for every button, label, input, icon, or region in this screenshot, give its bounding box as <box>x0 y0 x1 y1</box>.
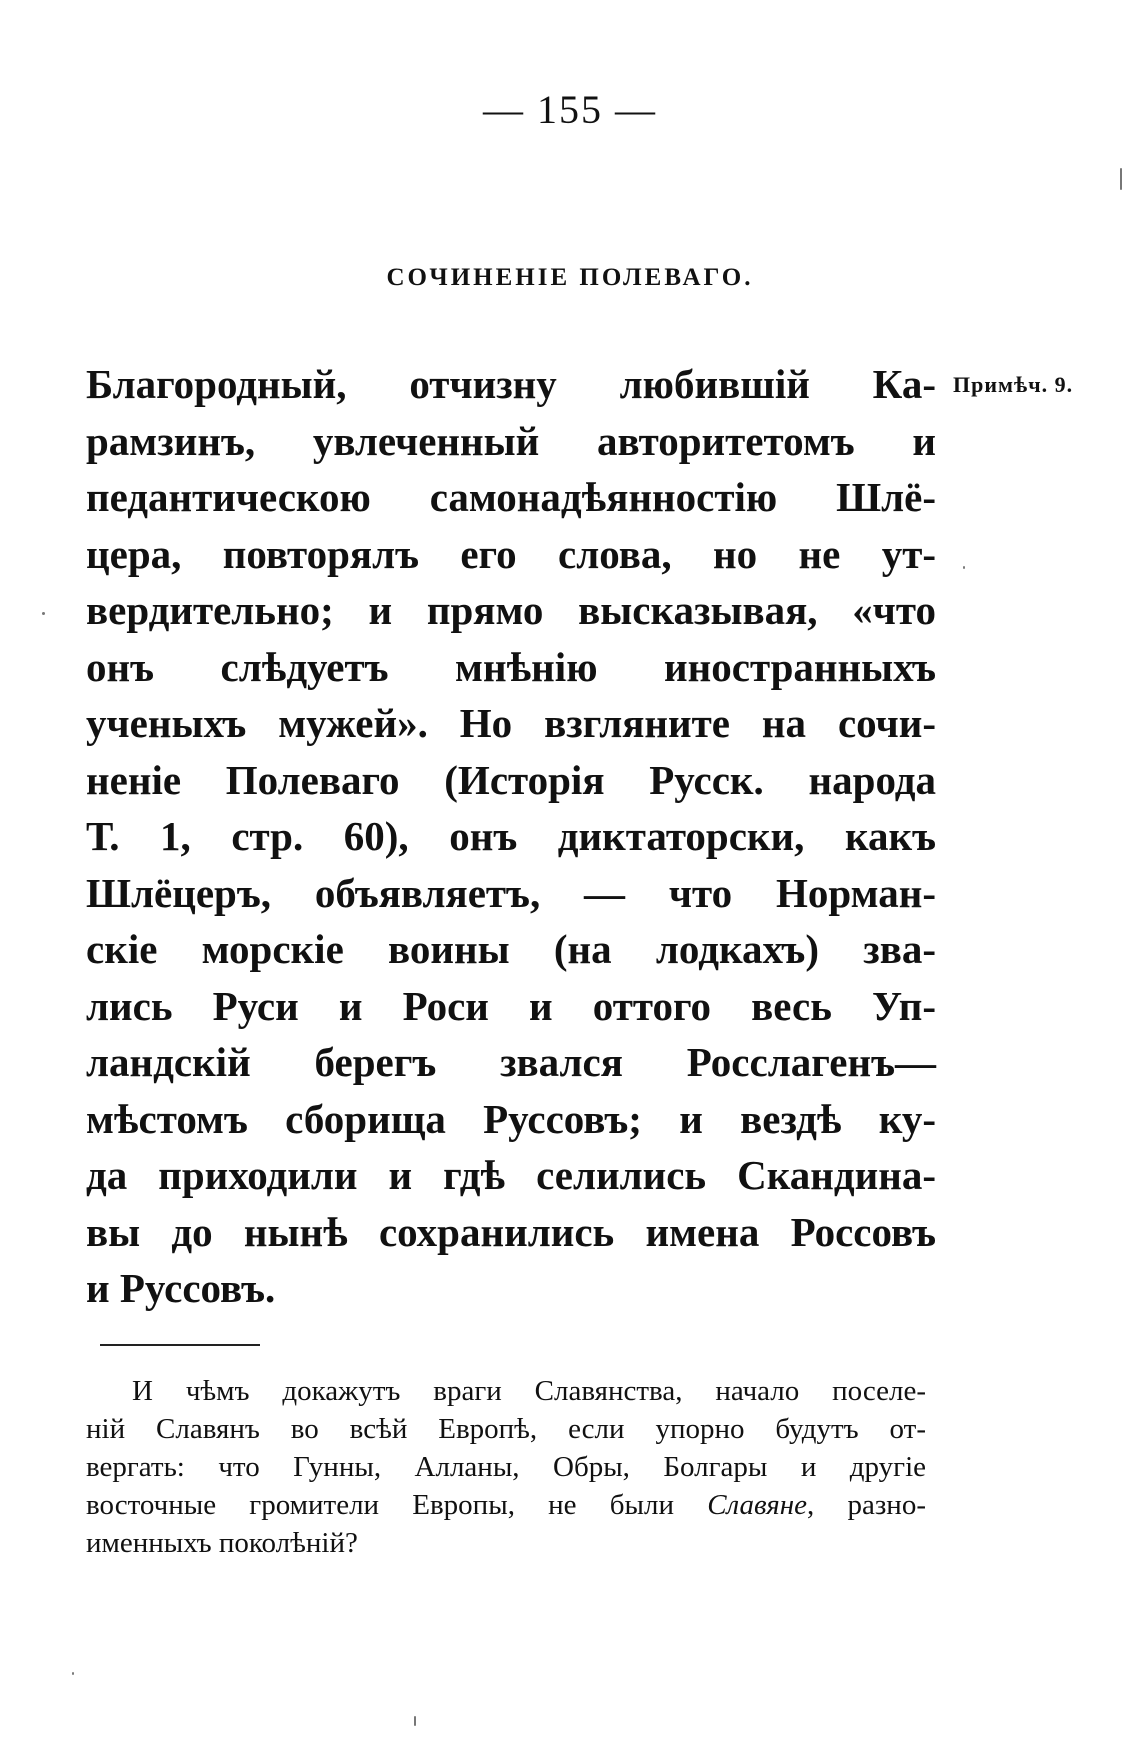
footnote-line: именныхъ поколѣній? <box>86 1527 358 1559</box>
main-text-line: вы до нынѣ сохранились имена Россовъ <box>86 1208 936 1255</box>
footnote-line <box>86 1486 926 1524</box>
scan-speck <box>72 1672 74 1675</box>
footnote-text: , разно- <box>807 1489 926 1521</box>
page-number: — 155 — <box>483 87 657 132</box>
main-text-line: и Руссовъ. <box>86 1265 276 1311</box>
footnote-emphasis: Славяне <box>707 1489 808 1521</box>
main-text-line: Шлёцеръ, объявляетъ, — что Норман- <box>86 869 936 916</box>
main-text-line: Благородный, отчизну любившій Ка- <box>86 361 936 407</box>
main-text-line: цера, повторялъ его слова, но не ут- <box>86 530 936 577</box>
main-text-line: неніе Полеваго (Исторія Русск. народа <box>86 756 936 803</box>
main-text-line: ученыхъ мужей». Но взгляните на сочи- <box>86 700 936 746</box>
main-text-line: Т. 1, стр. 60), онъ диктаторски, какъ <box>86 813 936 859</box>
scan-speck <box>42 612 45 615</box>
main-text-line: онъ слѣдуетъ мнѣнію иностранныхъ <box>86 643 936 690</box>
footnote-rule <box>100 1344 260 1346</box>
main-text-line: мѣстомъ сборища Руссовъ; и вездѣ ку- <box>86 1095 936 1142</box>
footnote-line: вергать: что Гунны, Алланы, Обры, Болгары и другіе <box>86 1451 926 1483</box>
main-text-line: лись Руси и Роси и оттого весь Уп- <box>86 982 936 1029</box>
main-text-line: да приходили и гдѣ селились Скандина- <box>86 1152 936 1198</box>
scan-speck <box>963 566 965 569</box>
footnote-line: ній Славянъ во всѣй Европѣ, если упорно будутъ от- <box>86 1413 926 1445</box>
main-text <box>86 356 936 1317</box>
scan-speck <box>414 1716 416 1726</box>
scan-speck <box>1120 168 1122 190</box>
main-text-line: скіе морскіе воины (на лодкахъ) зва- <box>86 926 936 972</box>
main-text-line: ландскій берегъ звался Росслагенъ— <box>86 1039 936 1085</box>
footnote <box>86 1372 926 1562</box>
main-text-line: вердительно; и прямо высказывая, «что <box>86 587 936 633</box>
section-title: СОЧИНЕНІЕ ПОЛЕВАГО. <box>386 264 754 291</box>
margin-note: Примѣч. 9. <box>953 372 1074 397</box>
footnote-line: И чѣмъ докажутъ враги Славянства, начало поселе- <box>132 1375 926 1407</box>
main-text-line: рамзинъ, увлеченный авторитетомъ и <box>86 417 936 464</box>
main-text-line: педантическою самонадѣянностію Шлё- <box>86 474 936 520</box>
footnote-text: восточные громители Европы, не были <box>86 1489 708 1521</box>
